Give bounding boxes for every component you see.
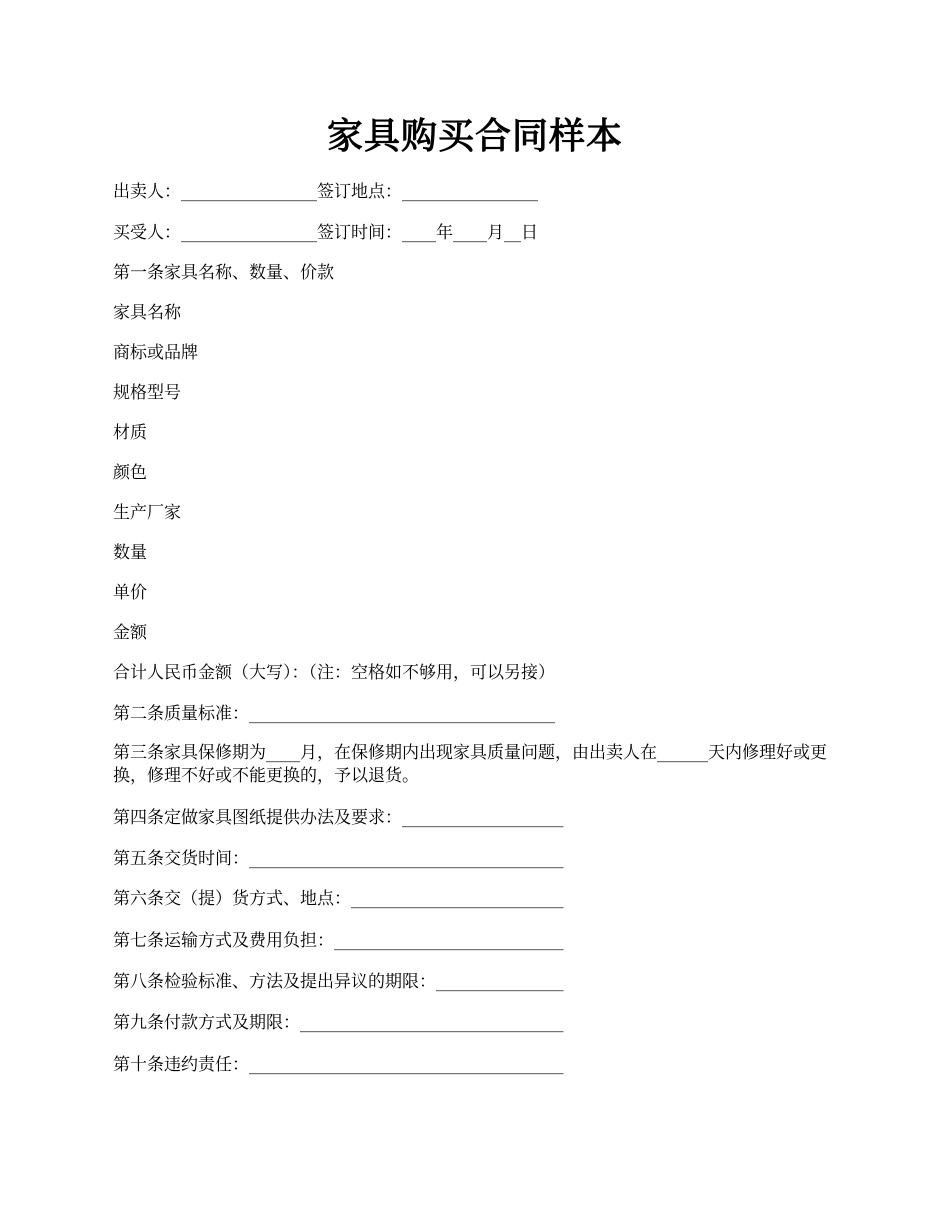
field-amount: 金额 [113, 623, 147, 643]
field-model: 规格型号 [113, 383, 181, 403]
field-color: 颜色 [113, 463, 147, 483]
field-furniture-name: 家具名称 [113, 303, 181, 323]
clause-5: 第五条交货时间：_____________________________________ [113, 849, 564, 869]
clause-8: 第八条检验标准、方法及提出异议的期限：_______________ [113, 972, 564, 992]
clause-10: 第十条违约责任：_____________________________________ [113, 1055, 564, 1075]
seller-line: 出卖人：________________签订地点：________________ [113, 182, 538, 202]
clause-1-heading: 第一条家具名称、数量、价款 [113, 263, 334, 283]
clause-4: 第四条定做家具图纸提供办法及要求：___________________ [113, 808, 564, 828]
clause-2: 第二条质量标准：____________________________________ [113, 704, 555, 724]
document-title: 家具购买合同样本 [326, 115, 623, 157]
buyer-line: 买受人：________________签订时间：____年____月__日 [113, 223, 538, 243]
clause-6: 第六条交（提）货方式、地点：_________________________ [113, 889, 564, 909]
field-brand: 商标或品牌 [113, 343, 198, 363]
clause-3: 第三条家具保修期为____月，在保修期内出现家具质量问题，由出卖人在______天内修理好或更换，修理不好或不能更换的，予以退货。 [113, 743, 827, 786]
field-quantity: 数量 [113, 543, 147, 563]
total-amount-line: 合计人民币金额（大写）：（注：空格如不够用，可以另接） [113, 663, 555, 683]
field-manufacturer: 生产厂家 [113, 503, 181, 523]
field-material: 材质 [113, 423, 147, 443]
clause-7: 第七条运输方式及费用负担：___________________________ [113, 931, 564, 951]
clause-9: 第九条付款方式及期限：_______________________________ [113, 1013, 564, 1033]
field-unit-price: 单价 [113, 583, 147, 603]
